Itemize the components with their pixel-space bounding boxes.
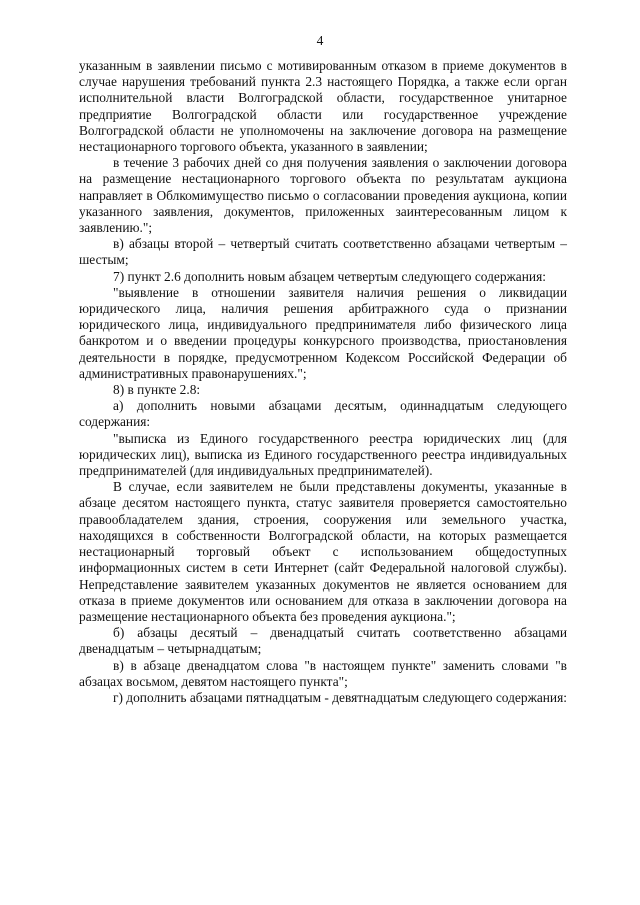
paragraph: 8) в пункте 2.8: [113, 382, 201, 398]
paragraph: в) в абзаце двенадцатом слова "в настоящем пункте" заменить словами "в абзацах восьмом, девятом настоящего пункта"; [79, 657, 567, 689]
paragraph-continuation: указанным в заявлении письмо с мотивированным отказом в приеме документов в случае нарушения требований пункта 2.3 настоящего Порядка, а также если орган исполнительной власти Волгоградской области, государственное унитарное предприятие Волгоградской области или государственное учреждение Волгоградской области не уполномочены на заключение договора на размещение нестационарного торгового объекта, указанного в заявлении; [79, 58, 567, 155]
paragraph: "выявление в отношении заявителя наличия решения о ликвидации юридического лица, наличия решения арбитражного суда о признании юридического лица, индивидуального предпринимателя либо физического лица банкротом и о введении процедуры конкурсного производства, приостановления деятельности в порядке, предусмотренном Кодексом Российской Федерации об административных правонарушениях."; [79, 284, 567, 381]
paragraph: а) дополнить новыми абзацами десятым, одиннадцатым следующего содержания: [79, 398, 567, 430]
paragraph: в течение 3 рабочих дней со дня получения заявления о заключении договора на размещение нестационарного торгового объекта по результатам аукциона направляет в Облкомимущество письмо о согласовании проведения аукциона, копии указанного заявления, документов, приложенных заинтересованным лицом к заявлению."; [79, 155, 567, 236]
paragraph: б) абзацы десятый – двенадцатый считать соответственно абзацами двенадцатым – четырнадцатым; [79, 625, 567, 657]
paragraph: В случае, если заявителем не были представлены документы, указанные в абзаце десятом настоящего пункта, статус заявителя проверяется самостоятельно правообладателем здания, строения, сооружения или земельного участка, находящихся в собственности Волгоградской области, на которых размещается нестационарный торговый объект с использованием общедоступных информационных систем в сети Интернет (сайт Федеральной налоговой службы). Непредставление заявителем указанных документов не является основанием для отказа в приеме документов или основанием для отказа в заключении договора на размещение нестационарного объекта без проведения аукциона."; [79, 479, 567, 624]
paragraph: г) дополнить абзацами пятнадцатым - девятнадцатым следующего содержания: [113, 689, 567, 705]
paragraph: в) абзацы второй – четвертый считать соответственно абзацами четвертым – шестым; [79, 236, 567, 268]
paragraph: 7) пункт 2.6 дополнить новым абзацем четвертым следующего содержания: [113, 268, 546, 284]
document-body [79, 58, 567, 706]
page-number: 4 [316, 33, 324, 48]
paragraph: "выписка из Единого государственного реестра юридических лиц (для юридических лиц), выписка из Единого государственного реестра индивидуальных предпринимателей (для индивидуальных предпринимателей). [79, 430, 567, 479]
